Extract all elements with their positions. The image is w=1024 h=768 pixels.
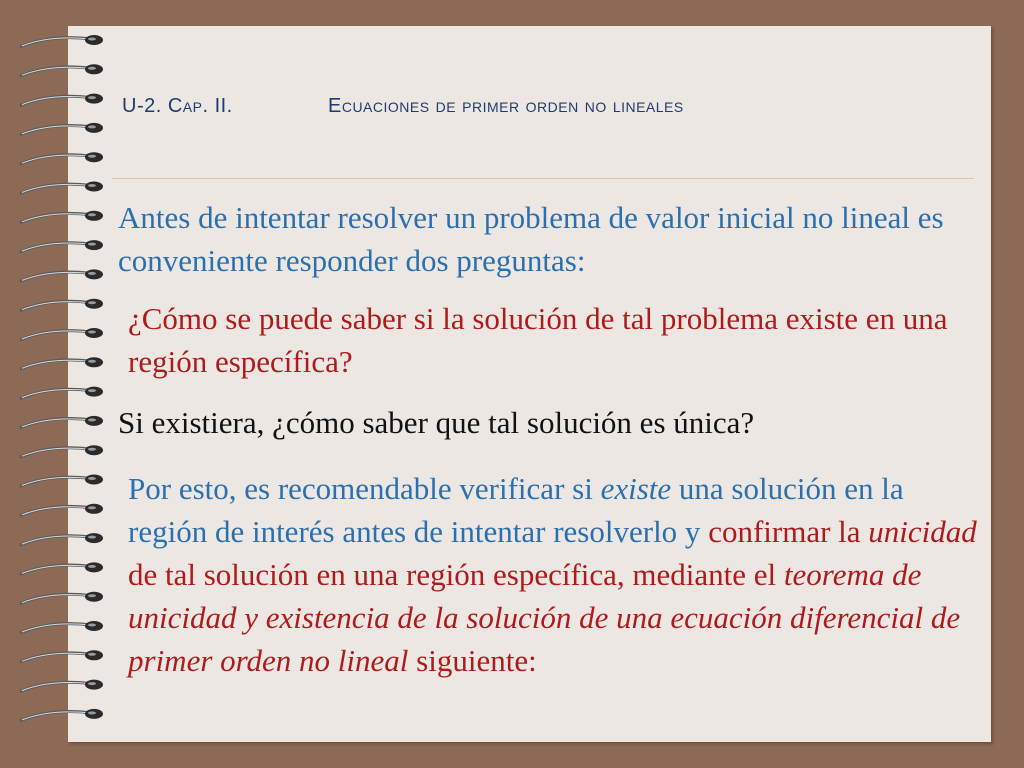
spiral-ring <box>20 64 103 76</box>
spiral-ring <box>20 182 103 194</box>
spiral-ring <box>20 123 103 135</box>
conclusion-text-4: de tal solución en una región específica, mediante el <box>128 557 784 592</box>
conclusion-text-5: siguiente: <box>408 643 537 678</box>
emphasis-unicidad: unicidad <box>868 514 977 549</box>
spiral-ring <box>20 445 103 457</box>
spiral-ring <box>20 680 103 692</box>
spiral-ring <box>20 504 103 516</box>
emphasis-existe: existe <box>600 471 672 506</box>
spiral-ring <box>20 152 103 164</box>
slide-title: Ecuaciones de primer orden no lineales <box>328 95 684 117</box>
theorem-name: teorema de unicidad y existencia de la solución de una ecuación diferencial de primer orden no lineal <box>128 557 961 678</box>
question-2: Si existiera, ¿cómo saber que tal solución es única? <box>118 405 755 440</box>
conclusion-text-1: Por esto, es recomendable verificar si <box>128 471 601 506</box>
spiral-ring <box>20 475 103 487</box>
spiral-binding <box>0 30 110 750</box>
spiral-ring <box>20 211 103 223</box>
spiral-ring <box>20 35 103 47</box>
spiral-ring <box>20 269 103 281</box>
spiral-ring <box>20 299 103 311</box>
spiral-ring <box>20 240 103 252</box>
unit-label: U-2. Cap. II. <box>122 95 233 117</box>
intro-paragraph: Antes de intentar resolver un problema de valor inicial no lineal es conveniente responder dos preguntas: <box>118 200 944 278</box>
spiral-ring <box>20 357 103 369</box>
spiral-ring <box>20 387 103 399</box>
spiral-ring <box>20 94 103 106</box>
spiral-ring <box>20 533 103 545</box>
spiral-ring <box>20 709 103 721</box>
spiral-ring <box>20 328 103 340</box>
conclusion-text-2: una solución en la región de interés antes de intentar resolverlo y <box>128 471 904 549</box>
header-divider <box>112 178 974 179</box>
conclusion-text-3: confirmar la <box>708 514 869 549</box>
spiral-ring <box>20 621 103 633</box>
spiral-ring <box>20 416 103 428</box>
spiral-ring <box>20 562 103 574</box>
spiral-ring <box>20 650 103 662</box>
conclusion-paragraph <box>128 467 988 682</box>
question-1: ¿Cómo se puede saber si la solución de tal problema existe en una región específica? <box>128 301 948 379</box>
spiral-ring <box>20 592 103 604</box>
